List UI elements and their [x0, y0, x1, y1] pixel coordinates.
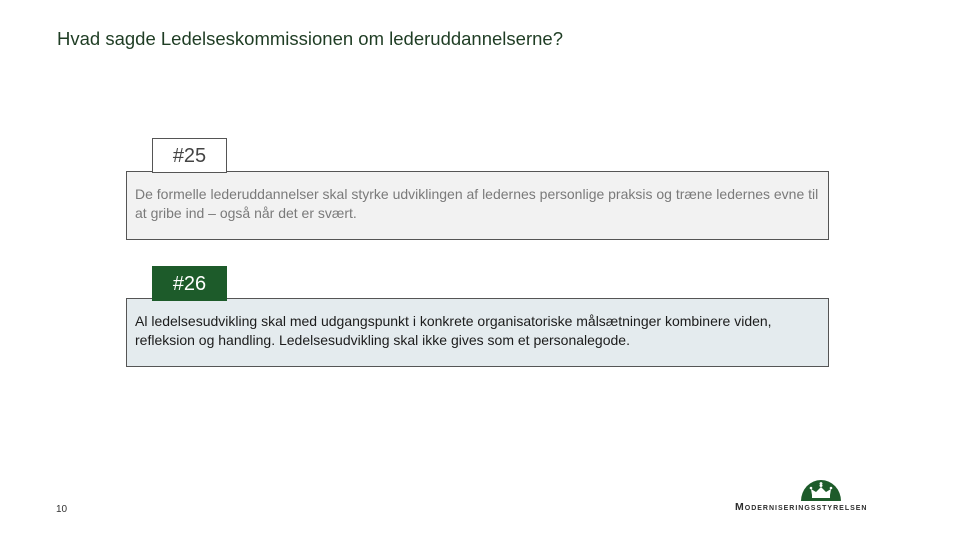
- logo-wordmark: [735, 501, 867, 513]
- logo-text: Moderniseringsstyrelsen: [735, 501, 868, 513]
- recommendation-26-box: [126, 298, 829, 367]
- recommendation-25-box: [126, 171, 829, 240]
- recommendation-25-tag: #25: [152, 138, 227, 173]
- slide-title: Hvad sagde Ledelseskommissionen om lederuddannelserne?: [57, 28, 563, 49]
- recommendation-25-text: De formelle lederuddannelser skal styrke udviklingen af ledernes personlige praksis og træne ledernes evne til at gribe ind – også når det er svært.: [135, 186, 819, 221]
- page-number: 10: [56, 504, 68, 515]
- recommendation-26-tag: #26: [152, 266, 227, 301]
- recommendation-26-text: Al ledelsesudvikling skal med udgangspunkt i konkrete organisatoriske målsætninger kombinere viden, refleksion og handling. Ledelsesudvikling skal ikke gives som et personalegode.: [135, 313, 772, 348]
